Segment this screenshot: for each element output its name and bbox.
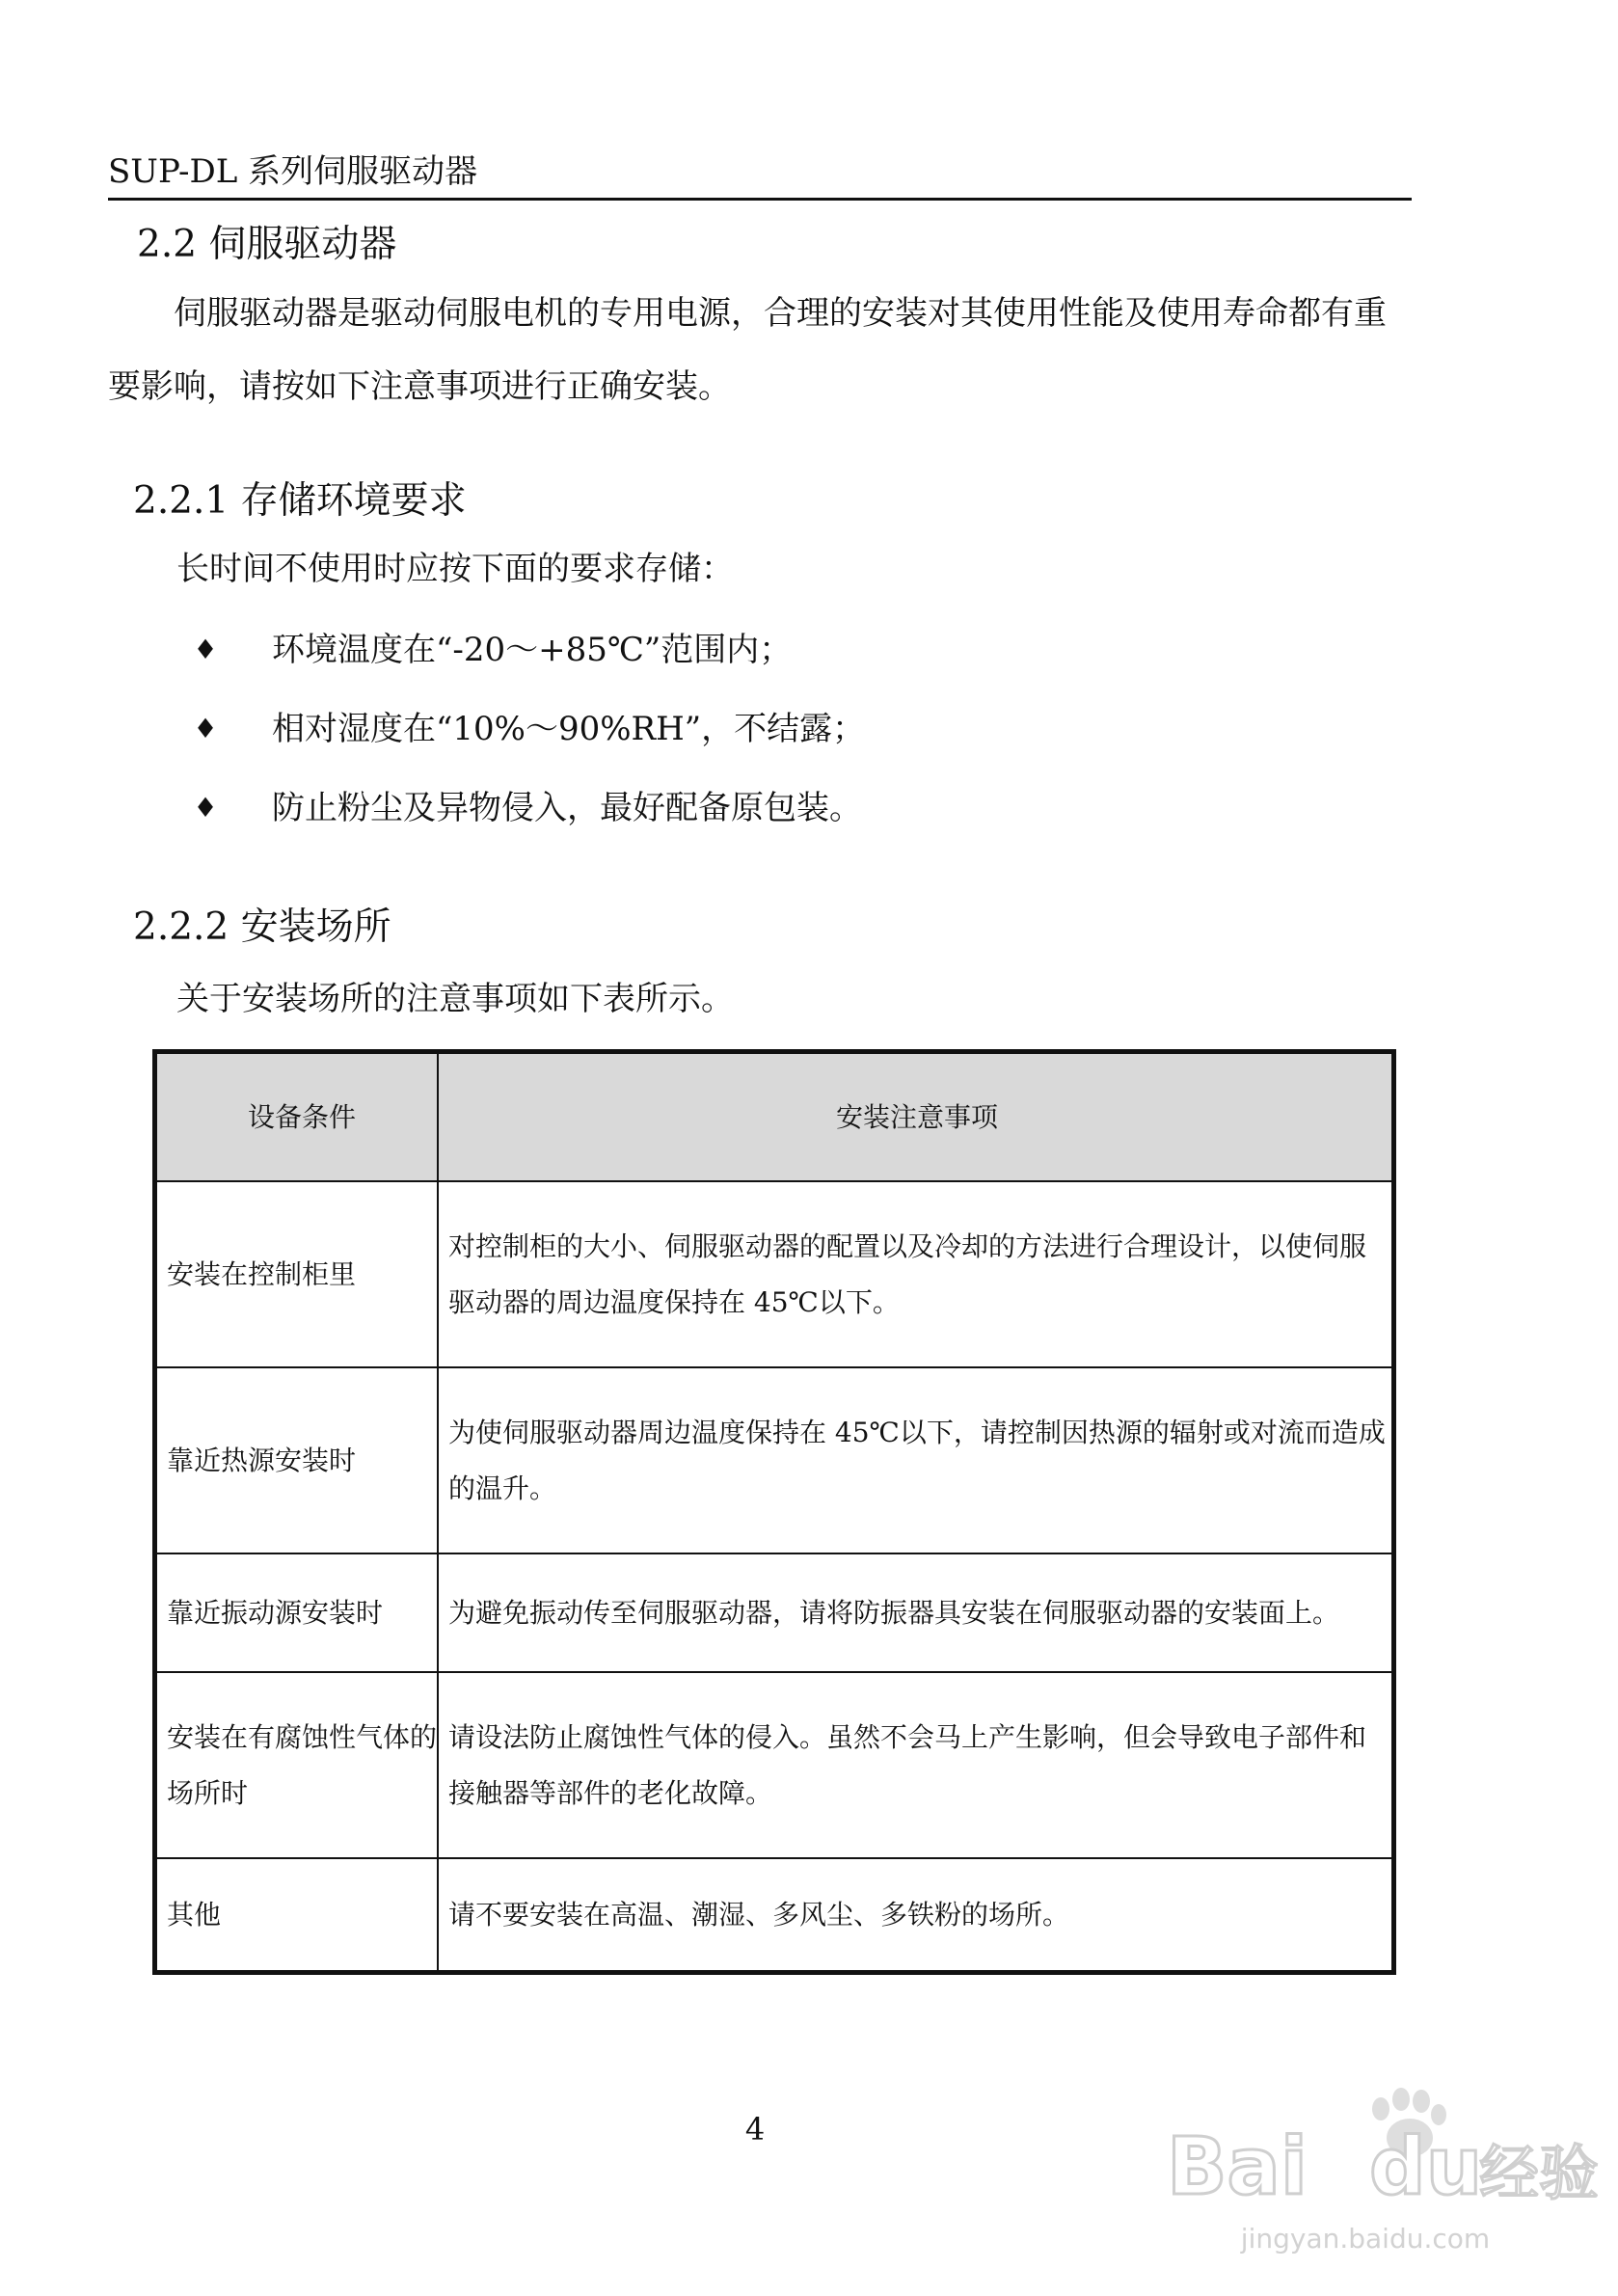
table-cell-notes: 请不要安装在高温、潮湿、多风尘、多铁粉的场所。 [448, 1898, 1070, 1931]
diamond-bullet-icon: ♦ [193, 713, 218, 744]
site-lead: 关于安装场所的注意事项如下表所示。 [176, 980, 734, 1018]
baidu-watermark [1153, 2078, 1600, 2271]
table-cell-condition: 靠近热源安装时 [157, 1368, 439, 1554]
svg-text:du: du [1369, 2121, 1483, 2213]
table-cell-condition: 安装在有腐蚀性气体的场所时 [157, 1673, 439, 1859]
table-header-notes: 安装注意事项 [439, 1054, 1391, 1182]
watermark-logo [1153, 2078, 1600, 2213]
svg-text:Bai: Bai [1167, 2121, 1308, 2213]
storage-lead: 长时间不使用时应按下面的要求存储： [176, 550, 734, 588]
table-cell-notes: 对控制柜的大小、伺服驱动器的配置以及冷却的方法进行合理设计，以使伺服驱动器的周边温度保持在 45℃以下。 [439, 1182, 1391, 1368]
table-cell-notes: 请设法防止腐蚀性气体的侵入。虽然不会马上产生影响，但会导致电子部件和接触器等部件的老化故障。 [439, 1673, 1391, 1859]
storage-bullet [191, 708, 1252, 750]
intro-paragraph [108, 277, 1410, 423]
table-header-condition: 设备条件 [157, 1054, 439, 1182]
storage-heading: 2.2.1 存储环境要求 [133, 479, 467, 523]
bullet-text: 环境温度在“-20～+85℃”范围内； [272, 631, 793, 669]
table-cell-condition: 安装在控制柜里 [157, 1182, 439, 1368]
header-rule [108, 198, 1412, 201]
bullet-text: 防止粉尘及异物侵入，最好配备原包装。 [272, 789, 862, 827]
table-cell-notes: 为使伺服驱动器周边温度保持在 45℃以下，请控制因热源的辐射或对流而造成的温升。 [439, 1368, 1391, 1554]
diamond-bullet-icon: ♦ [193, 792, 218, 824]
page-number: 4 [744, 2111, 766, 2147]
storage-bullet [191, 629, 1252, 671]
installation-site-table [152, 1049, 1396, 1975]
intro-text: 伺服驱动器是驱动伺服电机的专用电源，合理的安装对其使用性能及使用寿命都有重要影响，请按如下注意事项进行正确安装。 [108, 294, 1387, 406]
section-heading: 2.2 伺服驱动器 [137, 223, 397, 266]
storage-bullet [191, 787, 1252, 829]
table-cell-notes: 为避免振动传至伺服驱动器，请将防振器具安装在伺服驱动器的安装面上。 [439, 1554, 1391, 1673]
running-header: SUP-DL 系列伺服驱动器 [108, 152, 478, 191]
site-heading: 2.2.2 安装场所 [133, 905, 391, 949]
svg-text:经验: 经验 [1479, 2138, 1600, 2208]
diamond-bullet-icon: ♦ [193, 634, 218, 665]
bullet-text: 相对湿度在“10%～90%RH”，不结露； [272, 710, 866, 748]
table-cell-condition: 靠近振动源安装时 [157, 1554, 439, 1673]
watermark-url: jingyan.baidu.com [1240, 2223, 1491, 2255]
table-cell-condition: 其他 [157, 1859, 439, 1970]
